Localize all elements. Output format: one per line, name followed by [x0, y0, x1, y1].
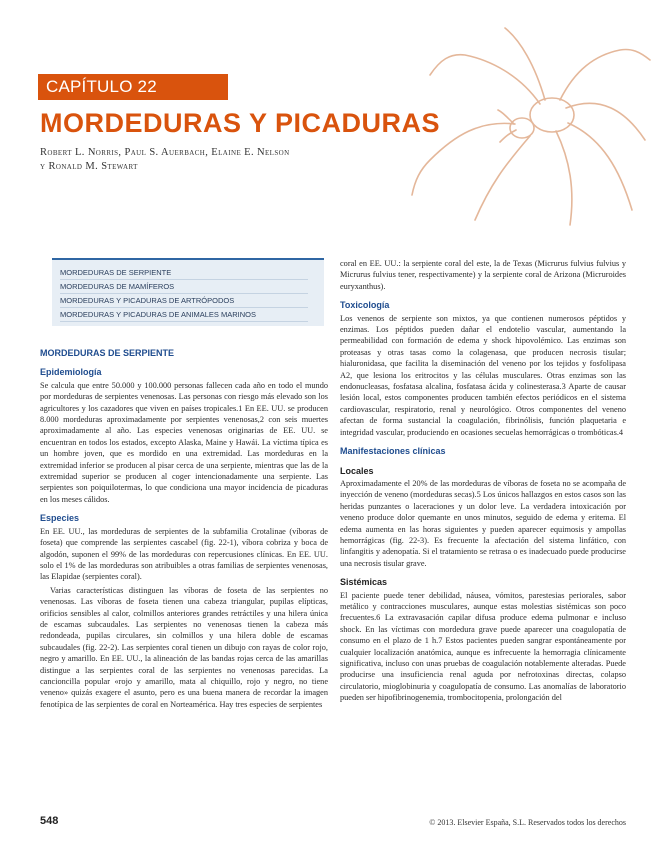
subheading-especies: Especies	[40, 513, 80, 524]
authors-line-1: Robert L. Norris, Paul S. Auerbach, Elaine E. Nelson	[40, 147, 290, 158]
paragraph-sistemicas: El paciente puede tener debilidad, náusea, vómitos, parestesias periorales, sabor metálico y contracciones musculares, aunque estas molestias sistémicas son poco frecuentes.6 La extravasación capilar difusa produce edema pulmonar e incluso shock. En las víctimas con mordedura grave puede aparecer una coagulopatía de consumo en el plazo de 1 h.7 Estos pacientes pueden sangrar espontáneamente por cualquier localización anatómica, aunque es infrecuente la hemorragia clínicamente significativa, incluso con unas pruebas de coagulación notablemente alteradas. Puede producirse una insuficiencia renal aguda por nefrotoxinas directas, colapso circulatorio, mioglobinuria y coagulopatía de consumo. Las anomalías de laboratorio pueden ser hipofibrinogenemia, trombocitopenia, prolongación del	[340, 590, 626, 703]
paragraph-toxicologia: Los venenos de serpiente son mixtos, ya que contienen numerosos péptidos y enzimas. Los péptidos pueden dañar el endotelio vascular, aumentando la permeabilidad con formación de edema y shock hipovolémico. Las enzimas son proteasas y otras tasas como la colagenasa, que producen necrosis tisular; hialuronidasa, que facilita la diseminación del veneno por los tejidos y fosfolipasa A2, que lesiona los eritrocitos y las células musculares. Otras enzimas son las endonucleasas, fosfatasa alcalina, fosfatasa ácida y colinesterasa.3 Aparte de causar lesión local, estos componentes producen también efectos periódicos en el sistema cardiovascular, respiratorio, renal y neurológico. Otros componentes del veneno afectan de forma sustancial la coagulación, fibrinólisis, función plaquetaria e integridad vascular, produciendo en ocasiones secuelas hemorrágicas o trombóticas.4	[340, 313, 626, 437]
page-number: 548	[40, 815, 59, 827]
chapter-label: CAPÍTULO 22	[46, 77, 157, 96]
paragraph-intro: coral en EE. UU.: la serpiente coral del este, la de Texas (Micrurus fulvius fulvius y Micrurus fulvius tener, respectivamente) y la serpiente coral de Arizona (Micruroides euryxanthus).	[340, 259, 626, 291]
outline-item[interactable]: MORDEDURAS DE MAMÍFEROS	[60, 280, 308, 294]
subheading-sistemicas: Sistémicas	[340, 577, 388, 588]
outline-item[interactable]: MORDEDURAS DE SERPIENTE	[60, 266, 308, 280]
left-column	[40, 348, 328, 712]
outline-item[interactable]: MORDEDURAS Y PICADURAS DE ANIMALES MARINOS	[60, 308, 308, 322]
subheading-epidemiologia: Epidemiología	[40, 367, 102, 378]
paragraph-especies-1: En EE. UU., las mordeduras de serpientes de la subfamilia Crotalinae (víboras de foseta) que comprende las serpientes cascabel (fig. 22-1), víbora cobriza y boca de algodón, suponen el 99% de las mordeduras con repercusiones clínicas. En EE. UU. solo el 1% de las mordeduras son atribuibles a otras familias de serpientes venenosas, las Elapidae (serpientes coral).	[40, 526, 328, 582]
chapter-band	[38, 74, 228, 100]
paragraph-locales: Aproximadamente el 20% de las mordeduras de víboras de foseta no se acompaña de inyección de veneno (mordeduras secas).5 Los únicos hallazgos en estos casos son las heridas punzantes o laceraciones y un dolor leve. La verdadera intoxicación por veneno produce dolor quemante en unos minutos, seguido de edema y eritema. El edema aumenta en las horas siguientes y pueden aparecer equimosis y ampollas hemorrágicas (fig. 22-3). Es frecuente la afectación del sistema linfático, con linfangitis y adenopatía. Si el tratamiento se retrasa o es inadecuado puede producirse una necrosis tisular grave.	[340, 478, 626, 568]
outline-item[interactable]: MORDEDURAS Y PICADURAS DE ARTRÓPODOS	[60, 294, 308, 308]
chapter-title: MORDEDURAS Y PICADURAS	[40, 108, 441, 138]
subheading-manifestaciones: Manifestaciones clínicas	[340, 446, 446, 457]
subheading-locales: Locales	[340, 465, 374, 476]
paragraph-especies-2: Varias características distinguen las víboras de foseta de las serpientes no venenosas. Las víboras de foseta tienen una cabeza triangular, pupilas elípticas, orificios sensibles al calor, colmillos anteriores grandes retráctiles y una hilera única de escamas subcaudales. Las serpientes no venenosas tienen la cabeza más redondeada, pupilas circulares, sin colmillos y una hilera doble de escamas subcaudales (fig. 22-2). Las serpientes coral tienen un dibujo con rayas de color rojo, negro y amarillo. En EE. UU., la alineación de las bandas rojas cerca de las amarillas distingue a las serpientes coral de las serpientes no venenosas parecidas. La cancioncilla popular «rojo y amarillo, mata al chiquillo, rojo y negro, no tiene veneno» quizás exagere el asunto, pero es una buena manera de recordar la imagen fenotípica de las serpientes de coral en Norteamérica. Hay tres especies de serpientes	[40, 585, 328, 709]
paragraph-epidemiologia: Se calcula que entre 50.000 y 100.000 personas fallecen cada año en todo el mundo por mordeduras de serpientes venenosas. Las personas con riesgo más elevado son los agricultores y los cazadores que viven en países tropicales.1 En EE. UU. se producen 8.000 mordeduras aproximadamente por serpientes venenosas,2 con seis muertes aproximadamente al año. Las especies venenosas originarias de EE. UU. se encuentran en todos los estados, excepto Alaska, Maine y Hawái. La víctima típica es un hombre joven, que es mordido en una extremidad. Las mordeduras en la extremidad inferior se producen al pisar cerca de una serpiente, mientras que las de la extremidad superior se producen al coger intencionadamente una serpiente. Las serpientes son poiquilotermas, lo que condiciona una mayor incidencia de picaduras en los meses cálidos.	[40, 380, 328, 504]
authors-line-2: y Ronald M. Stewart	[40, 161, 138, 172]
chapter-outline	[52, 258, 324, 326]
right-column	[340, 258, 626, 706]
subheading-toxicologia: Toxicología	[340, 300, 390, 311]
section-heading: MORDEDURAS DE SERPIENTE	[40, 348, 175, 358]
authors	[40, 146, 370, 174]
copyright-notice: © 2013. Elsevier España, S.L. Reservados todos los derechos	[429, 818, 626, 827]
